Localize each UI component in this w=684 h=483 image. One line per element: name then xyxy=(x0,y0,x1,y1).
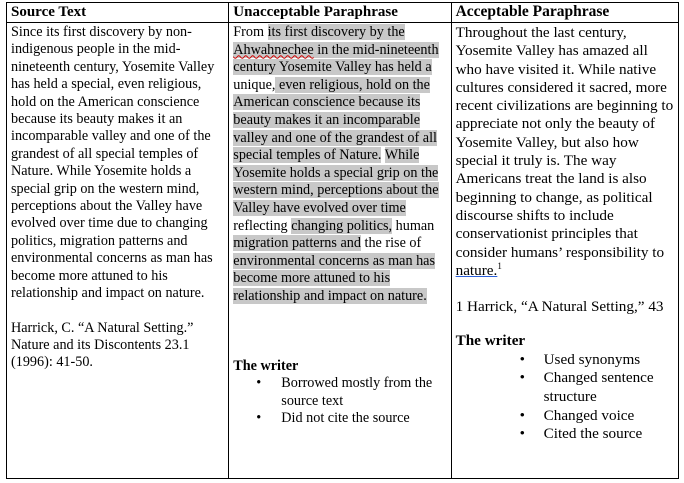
acceptable-bullet: • Changed sentence structure xyxy=(544,369,674,406)
header-unacceptable: Unacceptable Paraphrase xyxy=(229,3,451,23)
unacceptable-bullet: • Did not cite the source xyxy=(281,410,446,428)
acceptable-cell xyxy=(451,23,678,479)
unacceptable-bullet: • Borrowed mostly from the source text xyxy=(281,375,446,410)
acceptable-text xyxy=(456,24,674,280)
changed-text-segment: human xyxy=(392,217,435,234)
nature-link: nature. xyxy=(455,261,498,279)
changed-text-segment: unique, xyxy=(233,76,276,93)
source-citation: Harrick, C. “A Natural Setting.” Nature and its Discontents 23.1 (1996): 41-50. xyxy=(11,319,194,371)
acceptable-bullet: • Changed voice xyxy=(544,407,674,426)
footnote: 1 Harrick, “A Natural Setting,” 43 xyxy=(455,298,664,316)
copied-text-segment: environmental concerns as man has become more attuned to his relationship and impact on nature. xyxy=(233,252,436,304)
copied-text-segment: its first discovery by the xyxy=(267,24,405,40)
acceptable-writer-heading: The writer xyxy=(455,332,526,350)
copied-text-segment: Ahwahnechee xyxy=(233,41,314,58)
copied-text-segment: in the mid-nineteenth century Yosemite Valley has held a xyxy=(233,41,439,76)
paraphrase-comparison-table xyxy=(6,2,679,479)
changed-text-segment: From xyxy=(233,24,268,40)
unacceptable-cell xyxy=(229,23,451,479)
source-text: Since its first discovery by non-indigenous people in the mid-nineteenth century, Yosemite Valley has held a special, even religious, hold on the American conscience because its beauty makes it an incomparable valley and one of the grandest of all special temples of Nature. While Yosemite holds a special grip on the western mind, perceptions about the Valley have evolved over time due to changing politics, migration patterns and environmental concerns as man has become more attuned to his relationship and impact on nature. xyxy=(11,24,215,302)
copied-text-segment: even religious, hold on the American conscience because its beauty makes it an incomparable valley and one of the grandest of all special temples of Nature. xyxy=(233,76,437,164)
acceptable-bullet-list xyxy=(456,351,674,444)
header-acceptable: Acceptable Paraphrase xyxy=(451,3,678,23)
unacceptable-text xyxy=(233,24,446,306)
acceptable-bullet: • Used synonyms xyxy=(544,351,674,370)
content-row xyxy=(7,23,679,479)
acceptable-body: Throughout the last century, Yosemite Valley has amazed all who have visited it. While native cultures considered it sacred, more recent civilizations are beginning to appreciate not only the beauty of Yosemite Valley, but also how special it truly is. The way Americans treat the land is also beginning to change, as political discourse shifts to include conservationist principles that consider humans’ responsibility to xyxy=(455,24,674,261)
header-row xyxy=(7,3,679,23)
footnote-mark: 1 xyxy=(497,260,502,271)
unacceptable-bullet-list xyxy=(233,375,446,428)
copied-text-segment: changing politics, xyxy=(291,217,393,234)
copied-text-segment: migration patterns and xyxy=(233,235,361,252)
copied-text-segment: While Yosemite holds a special grip on the western mind, perceptions about the Valley have evolved over time xyxy=(233,147,439,216)
header-source: Source Text xyxy=(7,3,229,23)
unacceptable-writer-heading: The writer xyxy=(233,357,299,374)
changed-text-segment: the rise of xyxy=(360,235,422,252)
source-cell xyxy=(7,23,229,479)
acceptable-bullet: • Cited the source xyxy=(544,425,674,444)
changed-text-segment: reflecting xyxy=(233,217,292,234)
